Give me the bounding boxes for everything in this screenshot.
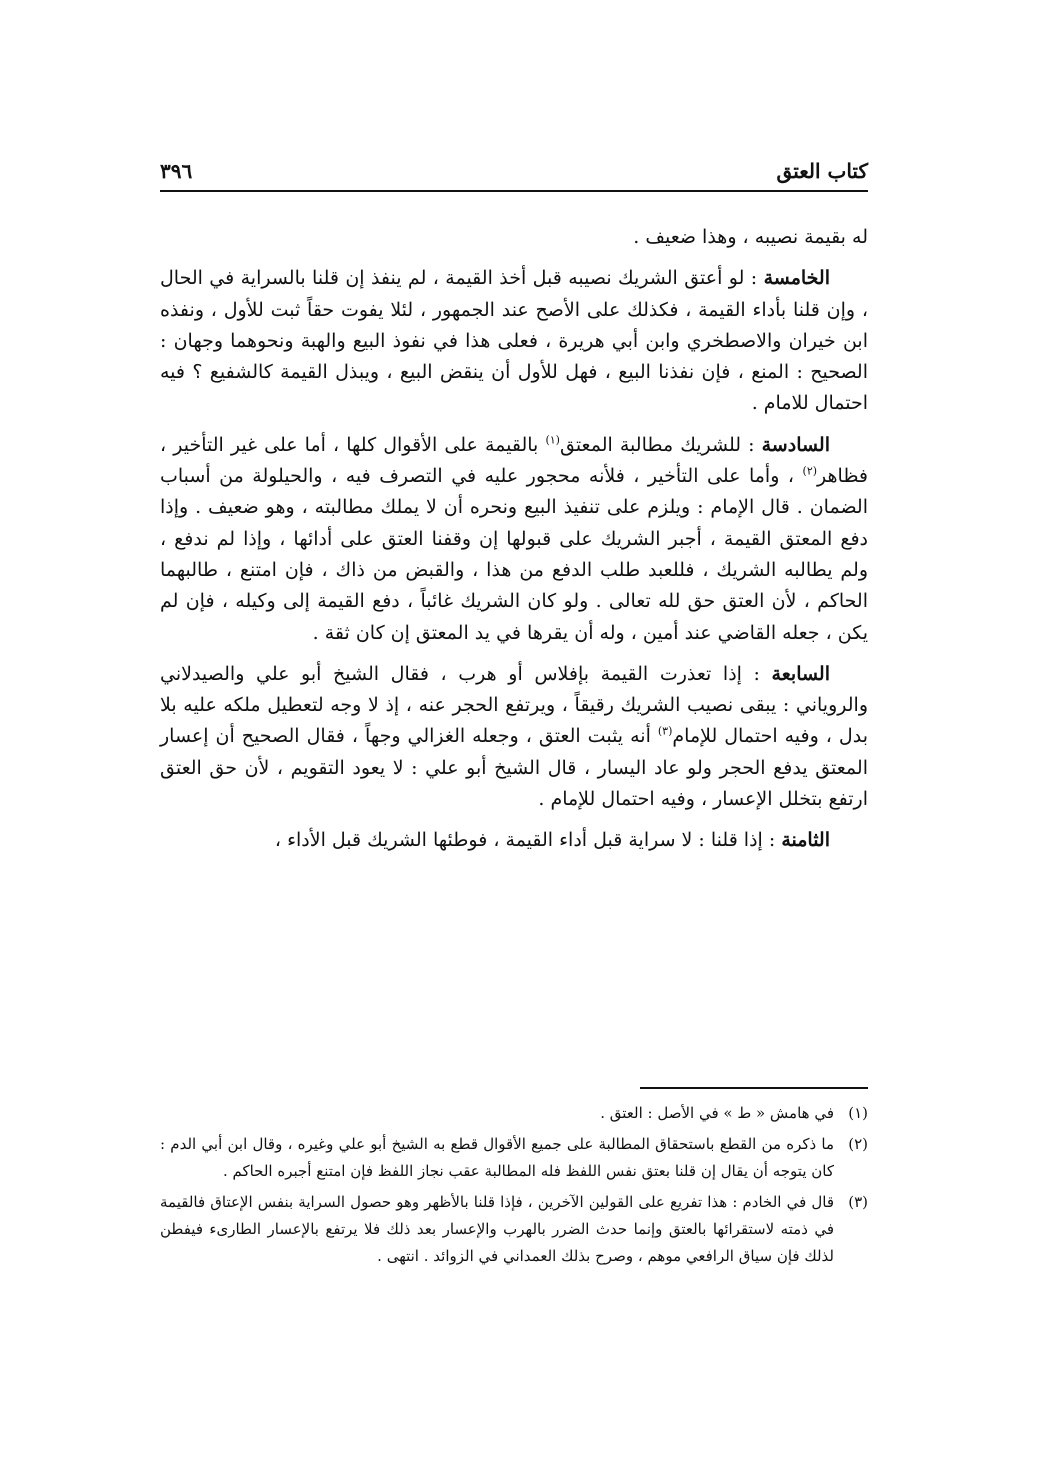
paragraph-fifth	[160, 263, 868, 419]
page-number: ٣٩٦	[160, 159, 193, 183]
footnote-3	[160, 1189, 868, 1270]
paragraph-text: : إذا تعذرت القيمة بإفلاس أو هرب ، فقال الشيخ أبو علي والصيدلاني والروياني : يبقى نصيب الشريك رقيقاً ، ويرتفع الحجر عنه ، إذ لا وجه لتعطيل ملكه عليه بلا بدل ، وفيه احتمال للإمام	[160, 662, 869, 748]
paragraph-heading: الثامنة	[781, 829, 830, 852]
main-text	[160, 222, 868, 867]
page-header	[160, 150, 868, 186]
footnote-ref-1[interactable]: (١)	[545, 433, 560, 447]
paragraph-heading: السابعة	[771, 662, 830, 685]
footnote-text: ما ذكره من القطع باستحقاق المطالبة على جميع الأقوال قطع به الشيخ أبو علي وغيره ، وقال ابن أبي الدم : كان يتوجه أن يقال إن قلنا بعتق نفس اللفظ فله المطالبة عقب نجاز اللفظ فإن امتنع أجبره الحاكم .	[160, 1135, 834, 1180]
paragraph-text: ، وأما على التأخير ، فلأنه محجور عليه في التصرف فيه ، والحيلولة من أسباب الضمان . قال الإمام : ويلزم على تنفيذ البيع ونحره أن لا يملك مطالبته ، وهو ضعيف . وإذا دفع المعتق القيمة ، أجبر الشريك على قبولها إن وقفنا العتق على أدائها ، وإذا لم ندفع ، ولم يطالبه الشريك ، فللعبد طلب الدفع من هذا ، والقبض من ذاك ، فإن امتنع ، طالبهما الحاكم ، لأن العتق حق لله تعالى . ولو كان الشريك غائباً ، دفع القيمة إلى وكيله ، فإن لم يكن ، جعله القاضي عند أمين ، وله أن يقرها في يد المعتق إن كان ثقة .	[160, 465, 868, 644]
paragraph-heading: السادسة	[761, 433, 830, 456]
footnote-2	[160, 1131, 868, 1185]
footnote-ref-3[interactable]: (٣)	[657, 725, 673, 739]
footnote-number: (٢)	[848, 1135, 868, 1153]
paragraph-heading: الخامسة	[763, 267, 830, 290]
paragraph-sixth	[160, 430, 868, 649]
paragraph-text: : إذا قلنا : لا سراية قبل أداء القيمة ، فوطئها الشريك قبل الأداء ،	[274, 829, 782, 852]
footnote-text: في هامش « ط » في الأصل : العتق .	[600, 1104, 834, 1122]
running-title: كتاب العتق	[776, 159, 868, 183]
paragraph-continuation: له بقيمة نصيبه ، وهذا ضعيف .	[633, 226, 868, 248]
paragraph-text: أنه يثبت العتق ، وجعله الغزالي وجهاً ، فقال الصحيح أن إعسار المعتق يدفع الحجر ولو عاد اليسار ، قال الشيخ أبو علي : لا يعود التقويم ، لأن حق العتق ارتفع بتخلل الإعسار ، وفيه احتمال للإمام .	[160, 725, 868, 811]
footnote-rule	[640, 1087, 868, 1089]
footnote-number: (٣)	[848, 1193, 868, 1211]
footnotes	[160, 1100, 868, 1274]
footnote-ref-2[interactable]: (٢)	[802, 464, 818, 478]
paragraph-text: بالقيمة على الأقوال كلها ، أما على غير التأخير ، فظاهر	[160, 433, 868, 488]
paragraph-seventh	[160, 659, 868, 815]
header-rule	[160, 190, 868, 192]
footnote-text: قال في الخادم : هذا تفريع على القولين الآخرين ، فإذا قلنا بالأظهر وهو حصول السراية بنفس الإعتاق فالقيمة في ذمته لاستقرائها بالعتق وإنما حدث الضرر بالهرب والإعسار بعد ذلك فلا يرتفع بالإعسار الطارىء فيفطن لذلك فإن سياق الرافعي موهم ، وصرح بذلك العمداني في الزوائد . انتهى .	[160, 1193, 834, 1265]
footnote-number: (١)	[848, 1104, 868, 1122]
paragraph-eighth	[160, 825, 868, 856]
footnote-1	[160, 1100, 868, 1127]
paragraph-text: : لو أعتق الشريك نصيبه قبل أخذ القيمة ، لم ينفذ إن قلنا بالسراية في الحال ، وإن قلنا بأداء القيمة ، فكذلك على الأصح عند الجمهور ، لئلا يفوت حقاً ثبت للأول ، ونفذه ابن خيران والاصطخري وابن أبي هريرة ، فعلى هذا في نفوذ البيع والهبة ونحوهما وجهان : الصحيح : المنع ، فإن نفذنا البيع ، فهل للأول أن ينقض البيع ، ويبذل القيمة كالشفيع ؟ فيه احتمال للامام .	[160, 267, 868, 415]
paragraph-text: : للشريك مطالبة المعتق	[559, 433, 762, 456]
